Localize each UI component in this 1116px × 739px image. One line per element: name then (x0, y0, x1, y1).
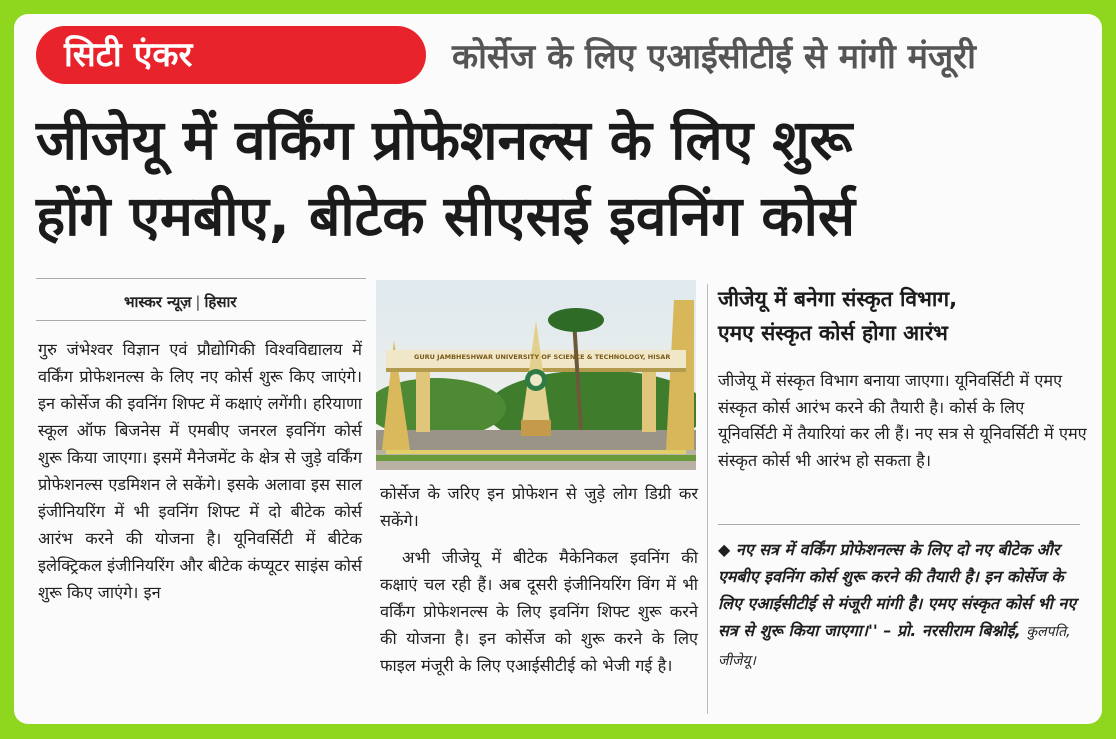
column-divider (707, 284, 708, 714)
university-gate-photo (376, 280, 696, 470)
newspaper-clipping (14, 14, 1102, 724)
divider (36, 278, 366, 279)
byline-city: हिसार (204, 293, 237, 311)
section-label-badge: सिटी एंकर (36, 26, 426, 84)
byline-agency: भास्कर न्यूज़ (124, 293, 192, 311)
sidebar-body: जीजेयू में संस्कृत विभाग बनाया जाएगा। यूनिवर्सिटी में एमए संस्कृत कोर्स आरंभ करने की तैयारी है। कोर्स के लिए यूनिवर्सिटी में तैयारियां कर ली हैं। नए सत्र से यूनिवर्सिटी में एमए संस्कृत कोर्स भी आरंभ हो सकता है। (718, 371, 1087, 470)
article-column-1: गुरु जंभेश्वर विज्ञान एवं प्रौद्योगिकी विश्वविद्यालय में वर्किंग प्रोफेशनल्स के लिए नए कोर्स शुरू किए जाएंगे। इन कोर्सेज की इवनिंग शिफ्ट में कक्षाएं लगेंगी। हरियाणा स्कूल ऑफ बिजनेस में एमबीए जनरल इवनिंग कोर्स शुरू किया जाएगा। इसमें मैनेजमेंट के क्षेत्र से जुड़े वर्किंग प्रोफेशनल्स एडमिशन ले सकेंगे। इसके अलावा इस साल इंजीनियरिंग में भी इवनिंग शिफ्ट में दो बीटेक कोर्स आरंभ करने की योजना है। यूनिवर्सिटी में बीटेक इलेक्ट्रिकल इंजीनियरिंग और बीटेक कंप्यूटर साइंस कोर्स शुरू किए जाएंगे। इन (38, 340, 362, 602)
byline (124, 292, 236, 312)
byline-separator: | (195, 293, 201, 311)
main-headline (36, 102, 1086, 254)
quote-author: प्रो. नरसीराम बिश्नोई, (896, 621, 1021, 640)
column-2-paragraph: अभी जीजेयू में बीटेक मैकेनिकल इवनिंग की कक्षाएं चल रही हैं। अब दूसरी इंजीनियरिंग विंग में भी वर्किंग प्रोफेशनल्स के लिए इवनिंग शिफ्ट शुरू करने की योजना है। इन कोर्सेज को शुरू करने के लिए फाइल मंजूरी के लिए एआईसीटीई को भेजी गई है। (380, 548, 698, 675)
sidebar-heading (718, 282, 1088, 350)
headline-line-1: जीजेयू में वर्किंग प्रोफेशनल्स के लिए शुरू (36, 108, 853, 172)
kicker-headline: कोर्सेज के लिए एआईसीटीई से मांगी मंजूरी (452, 37, 976, 77)
headline-line-2: होंगे एमबीए, बीटेक सीएसई इवनिंग कोर्स (36, 184, 856, 248)
vc-quote (718, 536, 1088, 675)
column-2-paragraph: कोर्सेज के जरिए इन प्रोफेशन से जुड़े लोग डिग्री कर सकेंगे। (380, 484, 698, 530)
quote-marker-icon: ◆ (718, 540, 736, 559)
sidebar-heading-line-2: एमए संस्कृत कोर्स होगा आरंभ (718, 321, 948, 345)
divider (718, 524, 1080, 525)
quote-author-role: कुलपति, जीजेयू। (718, 624, 1071, 669)
gate-inscription: GURU JAMBHESHWAR UNIVERSITY OF SCIENCE & TECHNOLOGY, HISAR (414, 353, 671, 361)
divider (36, 320, 366, 321)
sidebar-heading-line-1: जीजेयू में बनेगा संस्कृत विभाग, (718, 287, 958, 311)
quote-text: नए सत्र में वर्किंग प्रोफेशनल्स के लिए दो नए बीटेक और एमबीए इवनिंग कोर्स शुरू करने की तैयारी है। इन कोर्सेज के लिए एआईसीटीई से मंजूरी मांगी है। एमए संस्कृत कोर्स भी नए सत्र से शुरू किया जाएगा।'' – (718, 540, 1077, 640)
article-column-2 (380, 480, 698, 679)
